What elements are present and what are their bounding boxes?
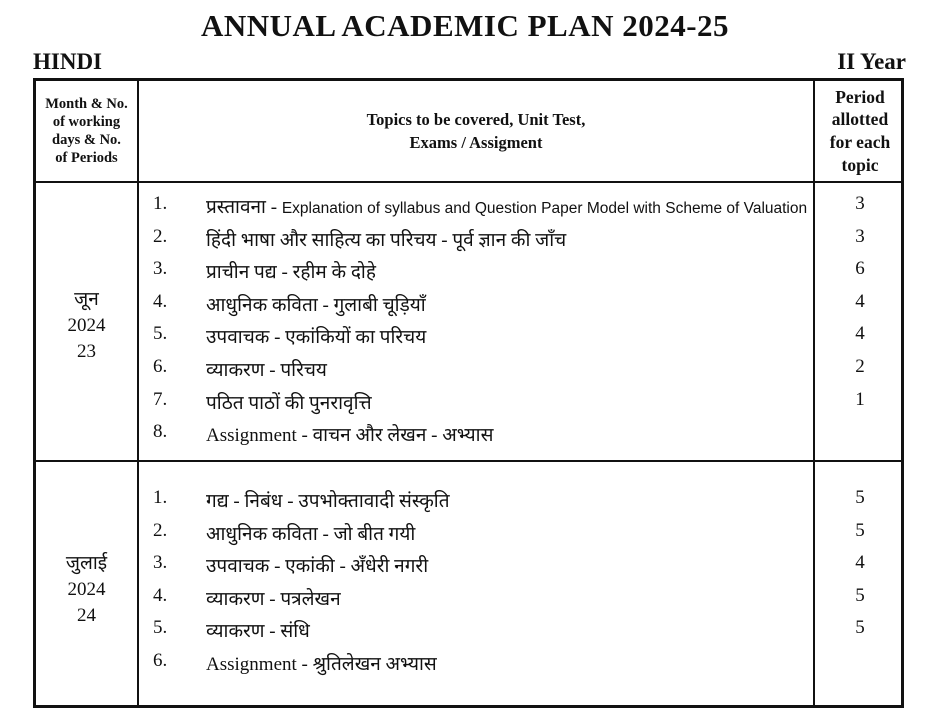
topic-detail: Explanation of syllabus and Question Paper Model with Scheme of Valuation <box>281 200 808 217</box>
topic-text: व्याकरण - परिचय <box>206 359 327 381</box>
topic-number: 2. <box>153 519 168 541</box>
header-month-column <box>36 81 137 181</box>
topic-prefix: प्रस्तावना - <box>206 197 282 218</box>
topic-number: 4. <box>153 290 168 312</box>
header-period-line: allotted <box>831 109 889 130</box>
topic-text: व्याकरण - पत्रलेखन <box>206 588 341 610</box>
topic-period: 1 <box>855 388 865 410</box>
topic-number: 1. <box>153 487 168 508</box>
table-row <box>36 317 901 350</box>
table-row <box>36 383 901 416</box>
topic-number: 6. <box>153 649 168 671</box>
month-name: जुलाई <box>65 553 108 574</box>
topic-text: आधुनिक कविता - गुलाबी चूड़ियाँ <box>206 294 426 316</box>
year-label: II Year <box>837 49 906 74</box>
topic-number: 8. <box>153 421 168 443</box>
month-year: 2024 <box>67 579 106 600</box>
table-row <box>36 611 901 644</box>
table-row <box>36 546 901 579</box>
header-period-column <box>816 81 904 181</box>
topic-period: 6 <box>855 258 865 280</box>
table-row <box>36 220 901 253</box>
page-title: ANNUAL ACADEMIC PLAN 2024-25 <box>200 8 730 43</box>
topic-period: 5 <box>855 617 865 639</box>
topic-text: आधुनिक कविता - जो बीत गयी <box>206 523 416 545</box>
header-topics-line: Topics to be covered, Unit Test, <box>366 109 586 129</box>
topic-period: 4 <box>855 323 865 345</box>
topic-number: 3. <box>153 258 168 280</box>
table-row <box>36 252 901 285</box>
topic-number: 7. <box>153 388 168 410</box>
topic-text: पठित पाठों की पुनरावृत्ति <box>206 392 372 414</box>
topic-period: 4 <box>855 290 865 312</box>
table-row <box>36 644 901 677</box>
topic-period: 4 <box>855 552 865 574</box>
topic-text: Assignment - वाचन और लेखन - अभ्यास <box>206 425 494 447</box>
topic-text: हिंदी भाषा और साहित्य का परिचय - पूर्व ज्ञान की जाँच <box>206 229 567 251</box>
topic-text: प्राचीन पद्य - रहीम के दोहे <box>206 262 376 284</box>
plan-table <box>33 78 904 708</box>
topic-period: 5 <box>855 519 865 541</box>
topic-period: 5 <box>855 487 865 508</box>
header-period-line: Period <box>835 86 885 107</box>
table-row <box>36 415 901 448</box>
header-period-line: topic <box>841 154 879 175</box>
topic-list-june <box>36 187 901 448</box>
header-month-line: Month & No. <box>45 95 128 112</box>
topic-text: Assignment - श्रुतिलेखन अभ्यास <box>206 653 437 675</box>
topic-text: उपवाचक - एकांकियों का परिचय <box>206 327 427 349</box>
table-row <box>36 579 901 612</box>
topic-text: गद्य - निबंध - उपभोक्तावादी संस्कृति <box>206 491 450 512</box>
table-row <box>36 514 901 547</box>
topic-number: 5. <box>153 617 168 639</box>
month-working-days: 23 <box>77 341 96 362</box>
header-month-line: of working <box>52 113 121 130</box>
header-period-line: for each <box>829 132 891 152</box>
topic-number: 1. <box>153 193 168 214</box>
month-working-days: 24 <box>77 605 96 626</box>
topic-number: 5. <box>153 323 168 345</box>
table-row <box>36 350 901 383</box>
header-month-line: of Periods <box>55 150 118 167</box>
table-row <box>36 481 901 514</box>
topic-text <box>206 193 807 219</box>
month-divider <box>36 460 901 462</box>
month-name: जून <box>74 289 99 310</box>
topic-number: 4. <box>153 584 168 606</box>
topic-list-july <box>36 481 901 677</box>
header-topics-column <box>139 81 813 181</box>
topic-number: 3. <box>153 552 168 574</box>
topic-number: 6. <box>153 355 168 377</box>
topic-period: 3 <box>855 225 865 247</box>
topic-period: 2 <box>855 355 865 377</box>
header-month-line: days & No. <box>52 132 121 148</box>
header-divider <box>36 181 901 183</box>
month-year: 2024 <box>67 315 106 336</box>
topic-period: 3 <box>855 193 865 214</box>
topic-text: व्याकरण - संधि <box>206 621 310 643</box>
topic-period: 5 <box>855 584 865 606</box>
table-row <box>36 285 901 318</box>
topic-text: उपवाचक - एकांकी - अँधेरी नगरी <box>206 556 429 578</box>
topic-number: 2. <box>153 225 168 247</box>
subject-label: HINDI <box>33 49 103 74</box>
header-topics-line: Exams / Assigment <box>409 133 543 152</box>
table-row <box>36 187 901 220</box>
